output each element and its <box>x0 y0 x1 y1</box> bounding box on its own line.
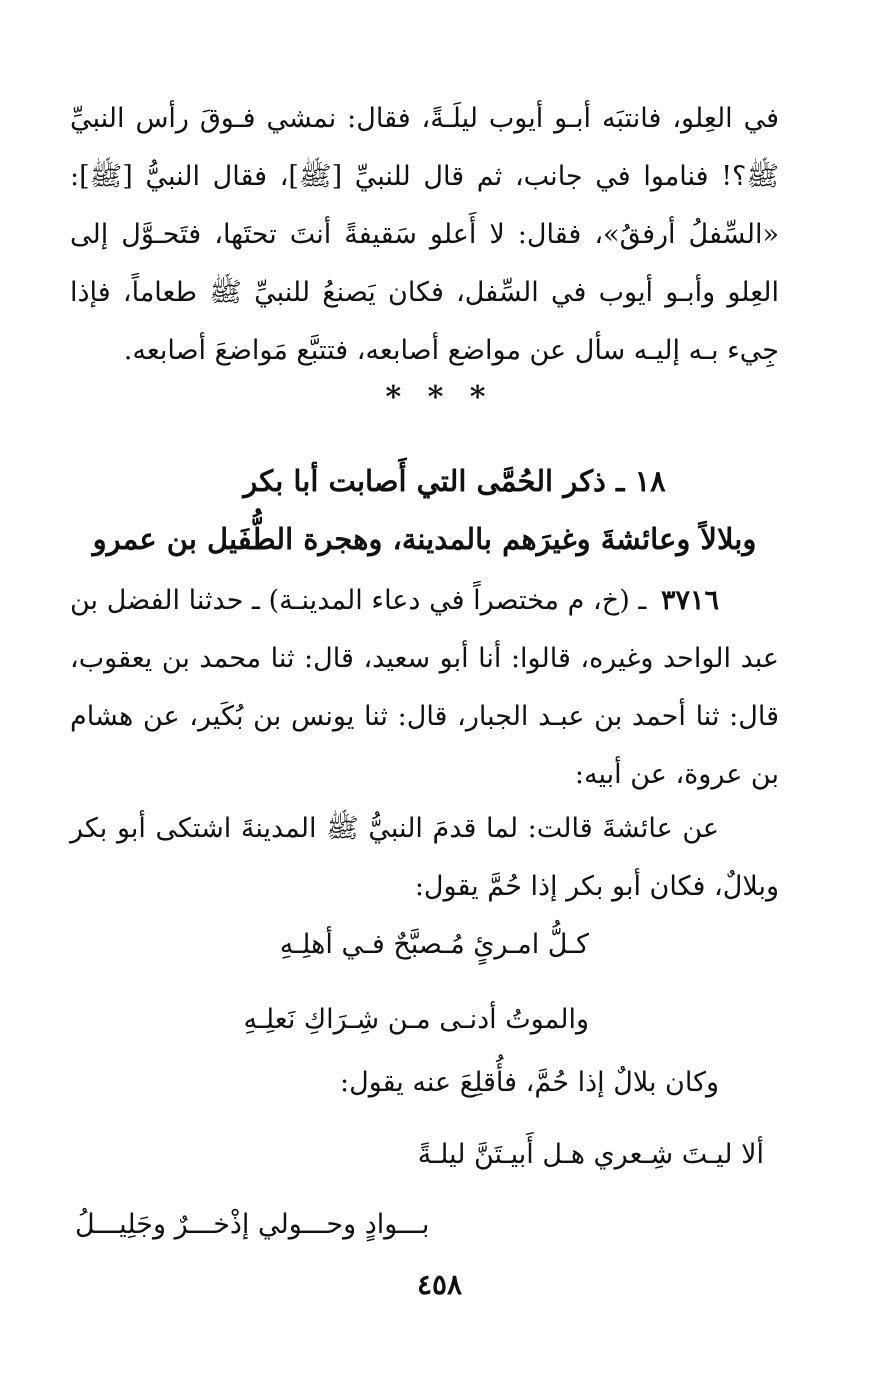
chapter-heading-line-1: ١٨ ـ ذكر الحُمَّى التي أَصابت أبا بكر <box>243 464 666 498</box>
verse-line-4: بـــوادٍ وحـــولي إذْخـــرٌ وجَلِيـــلُ <box>75 1209 430 1240</box>
section-separator: * * * <box>385 380 494 415</box>
chapter-heading-line-2: وبلالاً وعائشةَ وغيرَهم بالمدينة، وهجرة الطُّفَيل بن عمرو <box>92 522 757 556</box>
hadith-isnad-paragraph <box>70 572 779 804</box>
bilal-intro-line: وكان بلالٌ إذا حُمَّ، فأُقلِعَ عنه يقول: <box>339 1067 719 1098</box>
verse-line-3: ألا ليـتَ شِـعري هـل أَبيـتَنَّ ليلـةً <box>417 1139 764 1170</box>
hadith-number: ٣٧١٦ <box>660 585 719 616</box>
isnad-text: ـ (خ، م مختصراً في دعاء المدينـة) ـ حدثنا الفضل بن عبد الواحد وغيره، قالوا: أنا أبو سعيد، قال: ثنا محمد بن يعقوب، قال: ثنا أحمد بن عبـد الجبار، قال: ثنا يونس بن بُكَير، عن هشام بن عروة، عن أبيه: <box>70 585 779 790</box>
hadith-matn-paragraph: عن عائشةَ قالت: لما قدمَ النبيُّ ﷺ المدينةَ اشتكى أبو بكر وبلالٌ، فكان أبو بكر إذا حُمَّ يقول: <box>70 813 779 902</box>
paragraph-1: في العِلو، فانتبَه أبـو أيوب ليلَـةً، فقال: نمشي فـوقَ رأس النبيِّ ﷺ؟! فناموا في جانب، ثم قال للنبيِّ [ﷺ]، فقال النبيُّ [ﷺ]: «السِّفلُ أرفقُ»، فقال: لا أَعلو سَقيفةً أنتَ تحتَها، فتَحـوَّل إلى العِلو وأبـو أيوب في السِّفل، فكان يَصنعُ للنبيِّ ﷺ طعاماً، فإذا جِيء بـه إليـه سأل عن مواضع أصابعه، فتتبَّع مَواضعَ أصابعه. <box>70 103 779 366</box>
page-number: ٤٥٨ <box>416 1268 463 1301</box>
verse-line-1: كـلُّ امـرئٍ مُـصبَّحٌ فـي أهلِـهِ <box>279 929 589 960</box>
verse-line-2: والموتُ أدنـى مـن شِـرَاكِ نَعلِـهِ <box>243 1004 589 1035</box>
